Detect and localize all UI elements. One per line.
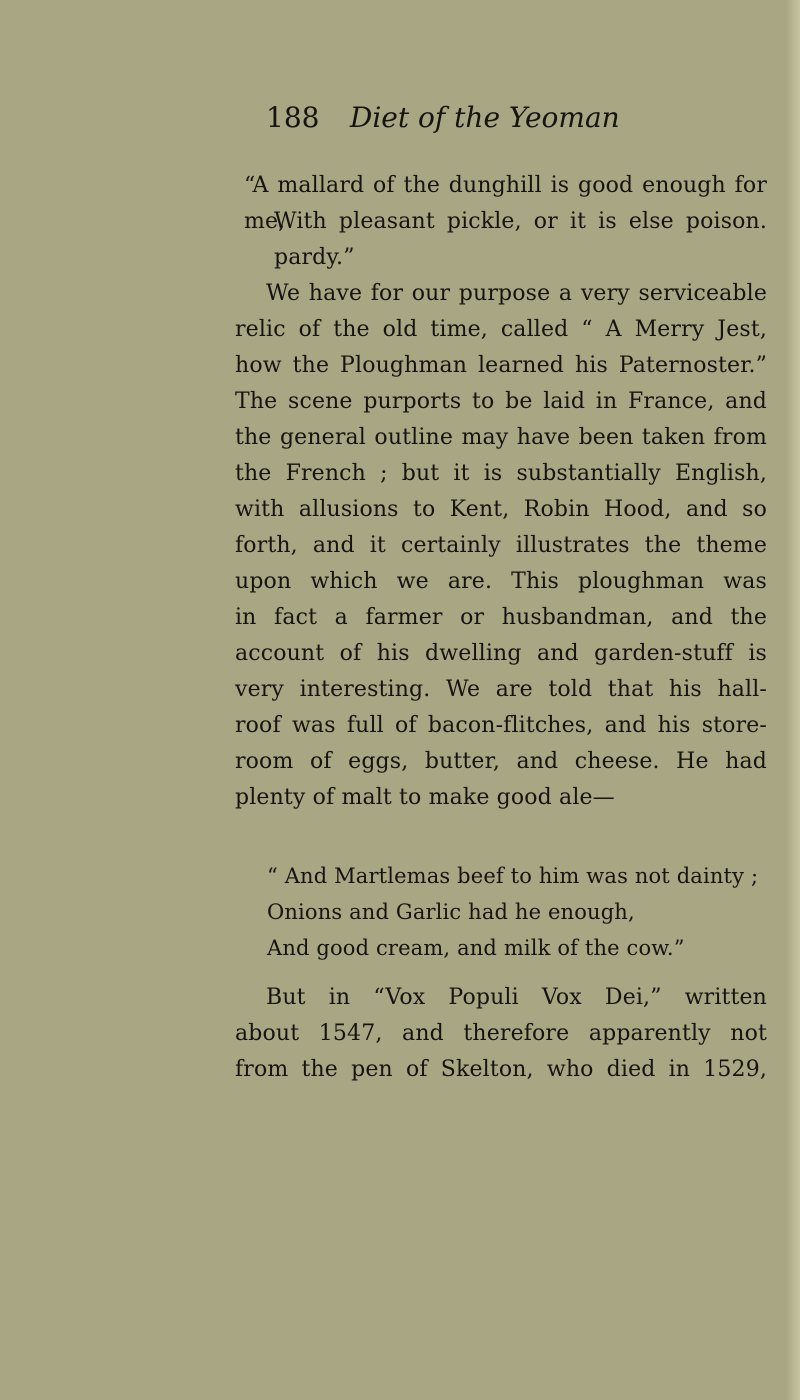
- text-line: very interesting. We are told that his hall-: [235, 677, 767, 702]
- text-line: the French ; but it is substantially English,: [235, 461, 767, 486]
- verse-line: Onions and Garlic had he enough,: [267, 900, 635, 924]
- text-line: plenty of malt to make good ale—: [235, 785, 615, 810]
- text-line: forth, and it certainly illustrates the theme: [235, 533, 767, 558]
- text-line: upon which we are. This ploughman was: [235, 569, 767, 594]
- spacing: [235, 966, 767, 980]
- quoted-verse: [235, 858, 767, 966]
- opening-verse: [244, 168, 767, 276]
- text-line: with allusions to Kent, Robin Hood, and so: [235, 497, 767, 522]
- spacing: [235, 816, 767, 858]
- verse-line: With pleasant pickle, or it is else poison.: [274, 209, 767, 234]
- page-edge-shadow: [786, 0, 800, 1400]
- verse-line: “ And Martlemas beef to him was not dainty ;: [267, 864, 759, 888]
- page-text: [235, 168, 767, 1088]
- text-line: how the Ploughman learned his Paternoster.”: [235, 353, 767, 378]
- page-number: 188: [266, 101, 320, 134]
- text-line: roof was full of bacon-flitches, and his store-: [235, 713, 767, 738]
- paragraph-merry-jest: [235, 276, 767, 816]
- text-line: relic of the old time, called “ A Merry Jest,: [235, 317, 767, 342]
- text-line: about 1547, and therefore apparently not: [235, 1021, 767, 1046]
- running-title: Diet of the Yeoman: [349, 101, 620, 134]
- text-line: in fact a farmer or husbandman, and the: [235, 605, 767, 630]
- text-line: from the pen of Skelton, who died in 1529,: [235, 1057, 767, 1082]
- verse-line: “A mallard of the dunghill is good enough for me,: [244, 173, 767, 234]
- text-line: account of his dwelling and garden-stuff is: [235, 641, 767, 666]
- text-line: We have for our purpose a very serviceable: [266, 281, 767, 306]
- text-line: the general outline may have been taken from: [235, 425, 767, 450]
- page-header: [266, 98, 620, 138]
- text-line: room of eggs, butter, and cheese. He had: [235, 749, 767, 774]
- text-line: The scene purports to be laid in France, and: [235, 389, 767, 414]
- text-line: But in “Vox Populi Vox Dei,” written: [266, 985, 767, 1010]
- paragraph-vox-populi: [235, 980, 767, 1088]
- verse-line: And good cream, and milk of the cow.”: [267, 936, 685, 960]
- verse-line: pardy.”: [274, 245, 355, 270]
